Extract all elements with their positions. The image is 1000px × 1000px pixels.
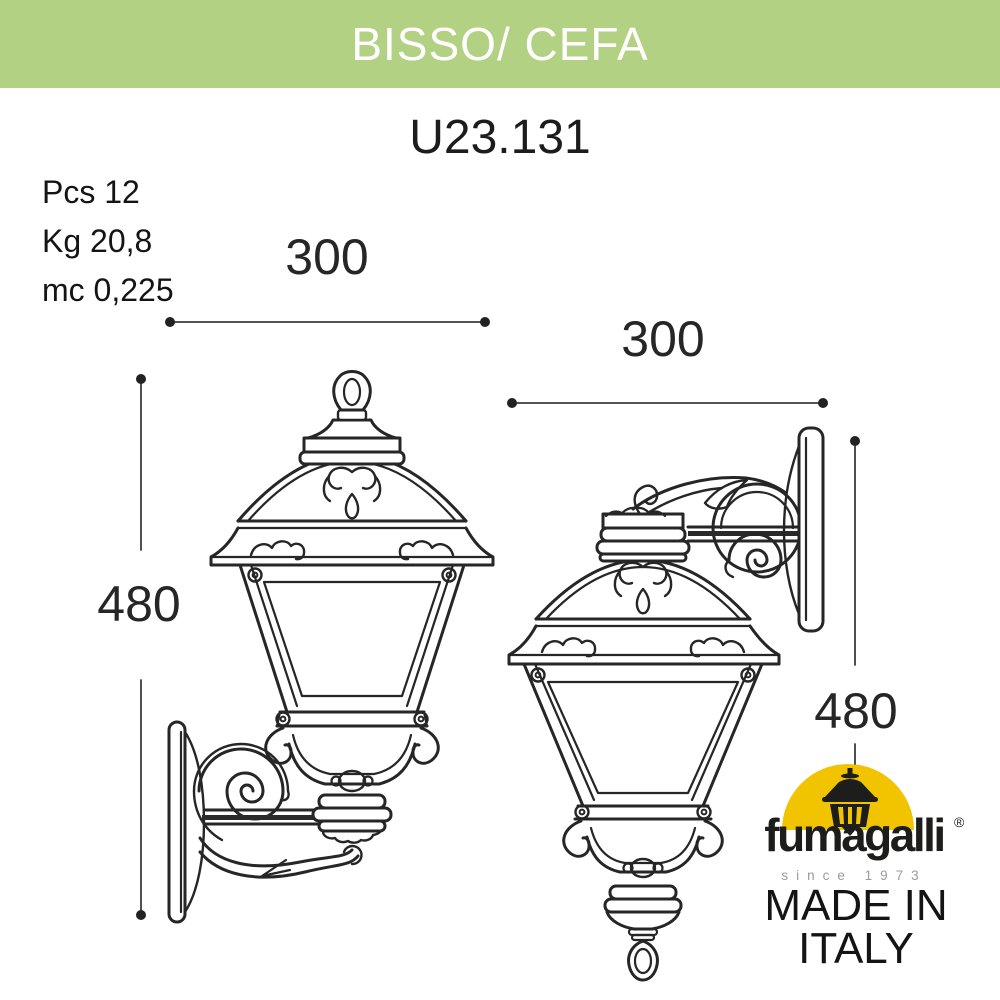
dim-height-up-label: 480 <box>97 576 181 632</box>
model-code: U23.131 <box>409 111 591 164</box>
logo-brand-text: fumagalli <box>764 809 944 861</box>
spec-mc: mc 0,225 <box>42 272 174 308</box>
made-in-line1: MADE IN <box>764 881 948 930</box>
dim-width-up-label: 300 <box>285 229 369 285</box>
lantern-up-drawing <box>169 372 493 923</box>
dim-height-down-label: 480 <box>814 683 898 739</box>
logo-since-text: since 1973 <box>781 868 927 883</box>
dim-width-down-label: 300 <box>621 311 705 367</box>
spec-kg: Kg 20,8 <box>42 223 153 259</box>
spec-pcs: Pcs 12 <box>42 174 140 210</box>
registered-mark: ® <box>954 814 965 830</box>
product-family-title: BISSO/ CEFA <box>351 18 649 70</box>
made-in-line2: ITALY <box>798 924 914 973</box>
